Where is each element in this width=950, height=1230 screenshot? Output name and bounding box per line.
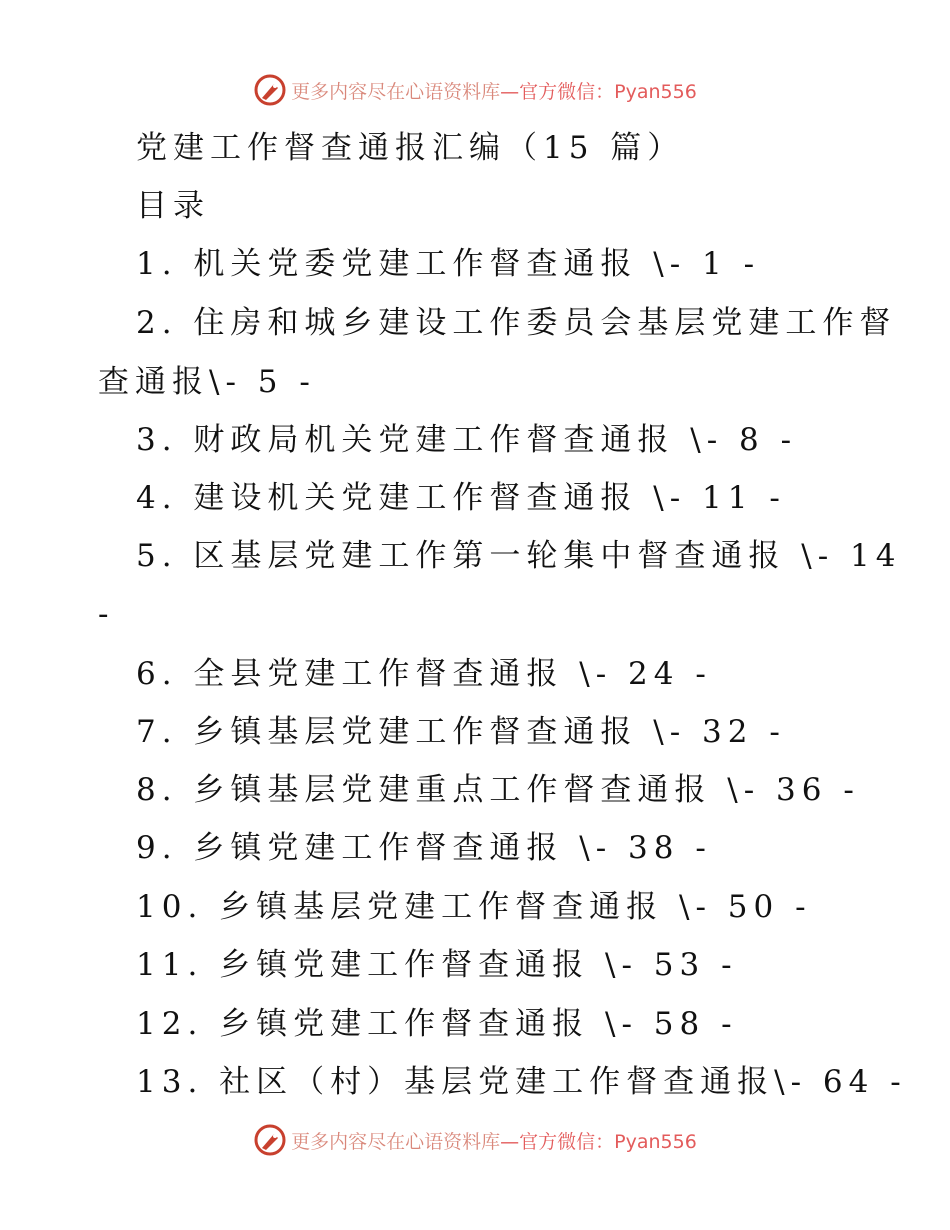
toc-entry-7[interactable]: 7. 乡镇基层党建工作督查通报 \- 32 - (136, 714, 786, 750)
banner-wechat-text: —官方微信：Pyan556 (500, 80, 697, 103)
toc-entry-13[interactable]: 13. 社区（村）基层党建工作督查通报\- 64 - (136, 1064, 907, 1100)
toc-entry-11[interactable]: 11. 乡镇党建工作督查通报 \- 53 - (136, 947, 738, 983)
banner-main-text: 更多内容尽在心语资料库 (291, 1130, 501, 1153)
toc-entry-5[interactable]: 5. 区基层党建工作第一轮集中督查通报 \- 14 (136, 538, 902, 574)
footer-watermark-banner (0, 1120, 950, 1160)
toc-entry-5-continuation[interactable]: - (98, 596, 115, 632)
document-title: 党建工作督查通报汇编（15 篇） (136, 130, 685, 166)
toc-entry-2[interactable]: 2. 住房和城乡建设工作委员会基层党建工作督 (136, 305, 897, 341)
toc-entry-6[interactable]: 6. 全县党建工作督查通报 \- 24 - (136, 656, 712, 692)
pen-nib-logo-icon (253, 1123, 287, 1157)
toc-entry-4[interactable]: 4. 建设机关党建工作督查通报 \- 11 - (136, 480, 786, 516)
toc-entry-8[interactable]: 8. 乡镇基层党建重点工作督查通报 \- 36 - (136, 772, 860, 808)
toc-entry-12[interactable]: 12. 乡镇党建工作督查通报 \- 58 - (136, 1006, 738, 1042)
toc-heading: 目录 (136, 188, 210, 224)
toc-entry-9[interactable]: 9. 乡镇党建工作督查通报 \- 38 - (136, 830, 712, 866)
banner-wechat-text: —官方微信：Pyan556 (500, 1130, 697, 1153)
toc-entry-2-continuation[interactable]: 查通报\- 5 - (98, 364, 316, 400)
toc-entry-1[interactable]: 1. 机关党委党建工作督查通报 \- 1 - (136, 246, 761, 282)
toc-entry-3[interactable]: 3. 财政局机关党建工作督查通报 \- 8 - (136, 422, 798, 458)
banner-main-text: 更多内容尽在心语资料库 (291, 80, 501, 103)
toc-entry-10[interactable]: 10. 乡镇基层党建工作督查通报 \- 50 - (136, 889, 812, 925)
